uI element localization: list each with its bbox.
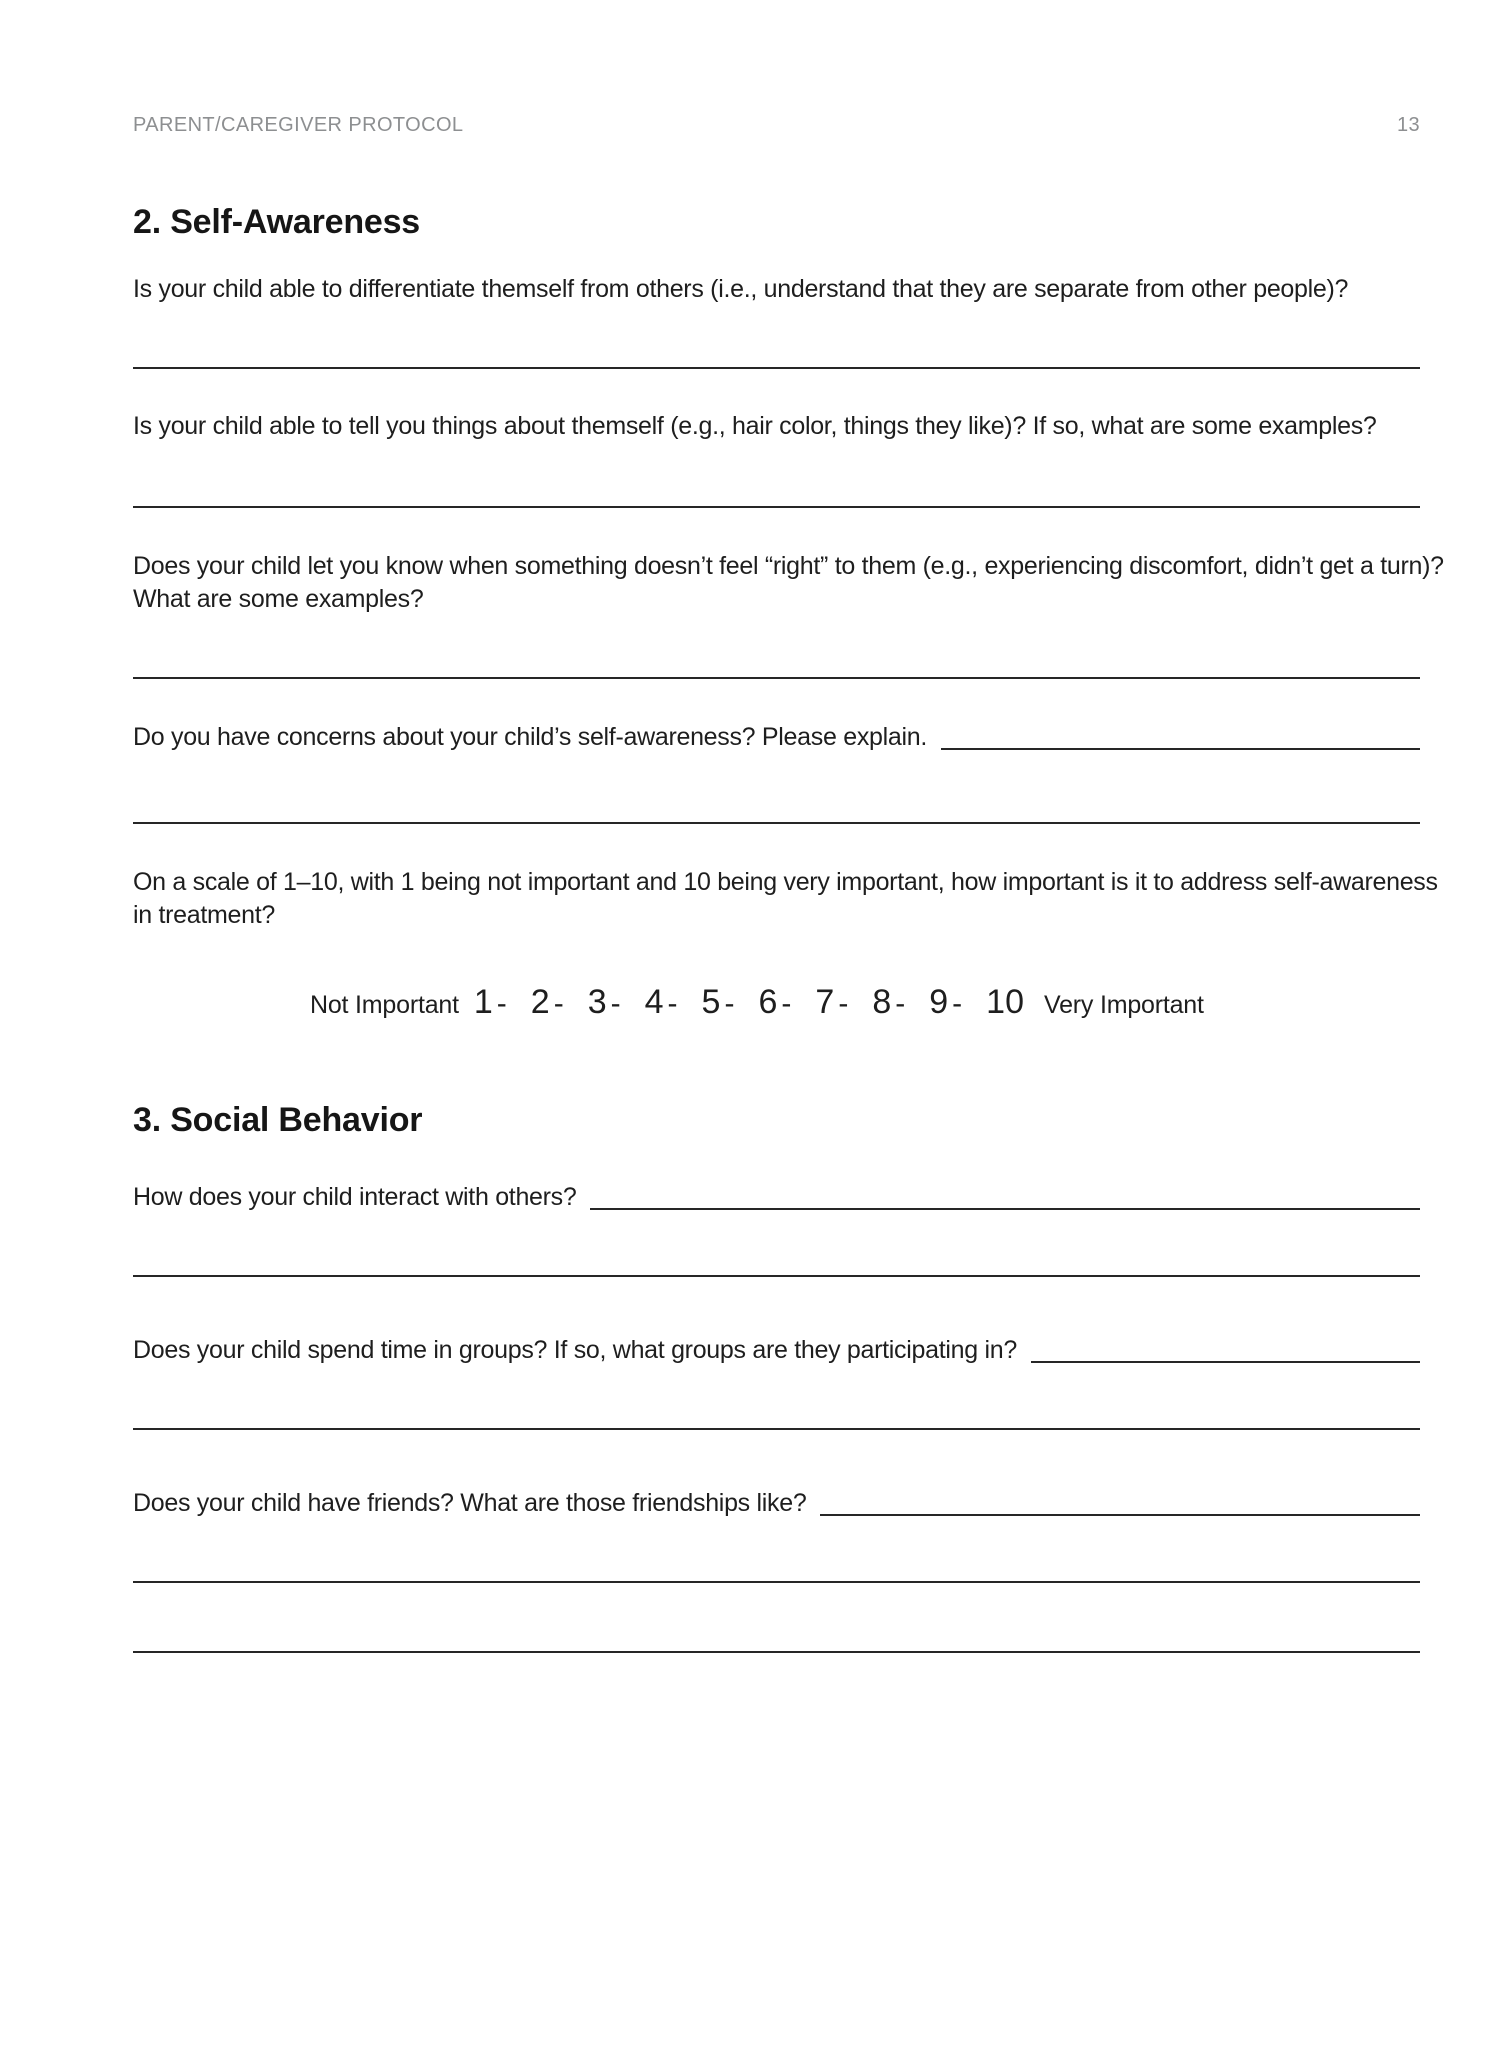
answer-line[interactable] [133,822,1420,824]
scale-separator: - [781,987,792,1020]
page-header [133,112,1420,138]
scale-separator: - [952,987,963,1020]
scale-right-label: Very Important [1043,991,1204,1019]
page-number: 13 [1396,114,1420,136]
scale-value-10[interactable]: 10 [986,983,1024,1021]
answer-blank-inline[interactable] [590,1208,1420,1210]
scale-separator: - [724,987,735,1020]
question-something-not-right: Does your child let you know when something doesn’t feel “right” to them (e.g., experiencing discomfort, didn’t get a turn)? What are some examples? [133,552,1444,613]
question-text: Do you have concerns about your child’s self-awareness? Please explain. [133,723,927,751]
question-have-friends [133,1487,1420,1520]
section-title-self-awareness: 2. Self-Awareness [133,203,421,241]
importance-scale [310,982,1500,1025]
scale-separator: - [496,987,507,1020]
question-text: Does your child spend time in groups? If so, what groups are they participating in? [133,1336,1017,1364]
scale-value-5[interactable]: 5 [701,983,721,1021]
question-interact-with-others [133,1181,1420,1214]
question-differentiate-self: Is your child able to differentiate themself from others (i.e., understand that they are separate from other people)? [133,275,1349,303]
question-text: How does your child interact with others? [133,1183,577,1211]
document-page [0,112,1500,1653]
running-title: PARENT/CAREGIVER PROTOCOL [133,114,464,136]
scale-value-4[interactable]: 4 [644,983,664,1021]
scale-separator: - [667,987,678,1020]
scale-left-label: Not Important [310,991,459,1019]
question-concerns-self-awareness [133,721,1420,754]
scale-value-8[interactable]: 8 [872,983,892,1021]
question-importance-scale: On a scale of 1–10, with 1 being not important and 10 being very important, how important is it to address self-awareness in treatment? [133,868,1438,929]
answer-blank-inline[interactable] [941,748,1420,750]
scale-value-6[interactable]: 6 [758,983,778,1021]
question-tell-about-themself: Is your child able to tell you things about themself (e.g., hair color, things they like)? If so, what are some examples? [133,412,1377,440]
scale-value-3[interactable]: 3 [587,983,607,1021]
importance-scale-numbers [474,982,1024,1024]
answer-blank-inline[interactable] [1031,1361,1420,1363]
scale-value-7[interactable]: 7 [815,983,835,1021]
answer-line[interactable] [133,367,1420,369]
answer-line[interactable] [133,506,1420,508]
answer-line[interactable] [133,1651,1420,1653]
scale-separator: - [553,987,564,1020]
answer-line[interactable] [133,1428,1420,1430]
scale-separator: - [838,987,849,1020]
section-title-social-behavior: 3. Social Behavior [133,1101,423,1139]
scale-separator: - [610,987,621,1020]
answer-line[interactable] [133,1275,1420,1277]
answer-line[interactable] [133,677,1420,679]
question-text: Does your child have friends? What are those friendships like? [133,1489,807,1517]
scale-separator: - [895,987,906,1020]
scale-value-9[interactable]: 9 [929,983,949,1021]
question-time-in-groups [133,1334,1420,1367]
scale-value-2[interactable]: 2 [530,983,550,1021]
answer-line[interactable] [133,1581,1420,1583]
answer-blank-inline[interactable] [820,1514,1420,1516]
scale-value-1[interactable]: 1 [473,983,493,1021]
